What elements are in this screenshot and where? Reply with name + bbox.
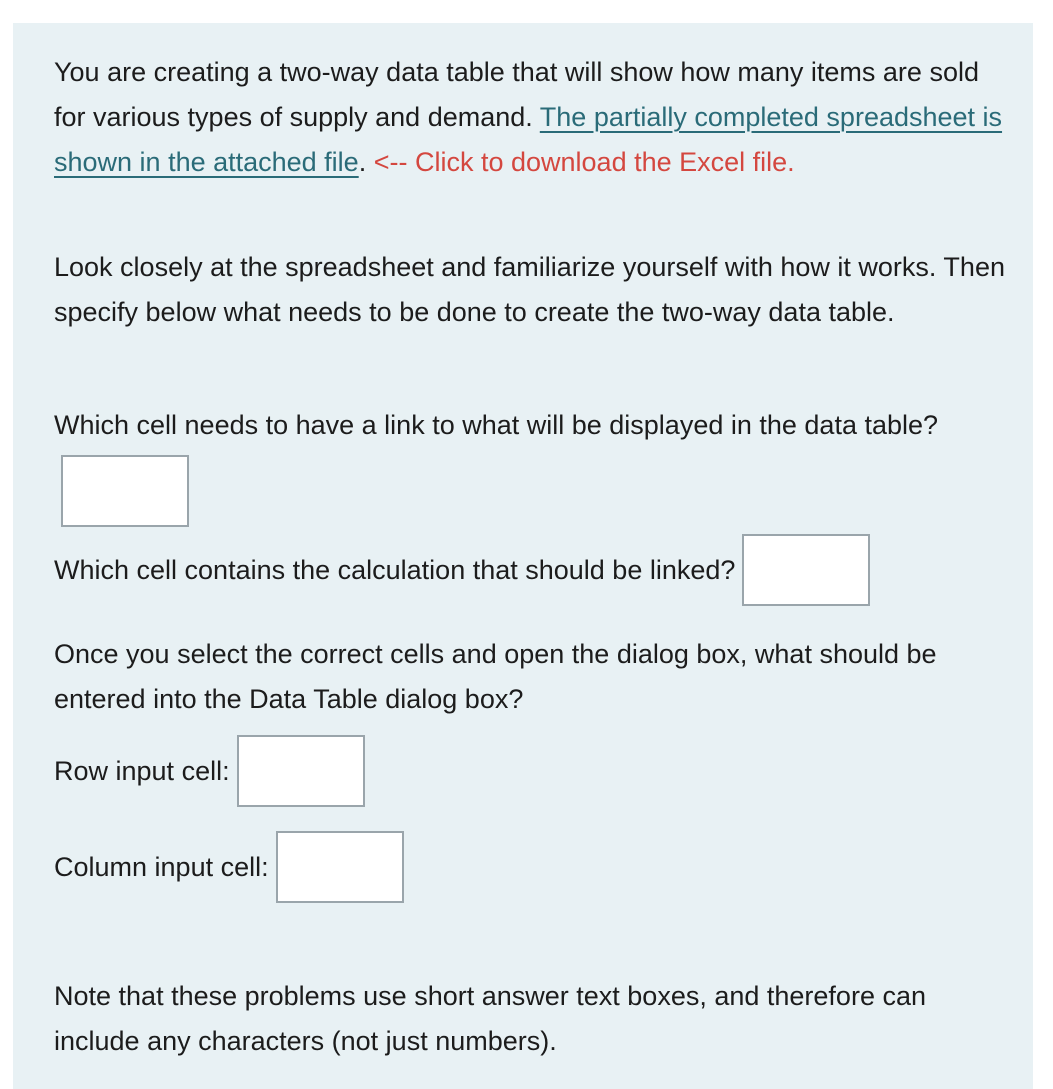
question-calculation-cell — [54, 534, 870, 606]
download-note[interactable]: <-- Click to download the Excel file. — [366, 147, 795, 177]
row-input-answer-input[interactable] — [239, 737, 363, 805]
link-cell-answer-input[interactable] — [63, 457, 187, 525]
calculation-cell-answer-box[interactable] — [742, 534, 870, 606]
intro-text: You are creating a two-way data table that will show how many items are sold for various types of supply and demand. — [54, 57, 979, 132]
spreadsheet-file-link[interactable]: The partially completed spreadsheet is shown in the attached file — [54, 102, 1003, 177]
question-link-cell — [54, 395, 1014, 527]
intro-paragraph — [54, 50, 1014, 185]
link-cell-answer-box[interactable] — [61, 455, 189, 527]
column-input-answer-box[interactable] — [276, 831, 404, 903]
row-input-label: Row input cell: — [54, 755, 230, 786]
column-input-answer-input[interactable] — [278, 833, 402, 901]
footer-note: Note that these problems use short answer text boxes, and therefore can include any characters (not just numbers). — [54, 981, 926, 1056]
dialog-question: Once you select the correct cells and open the dialog box, what should be entered into the Data Table dialog box? — [54, 639, 937, 714]
question-panel — [13, 23, 1033, 1089]
column-input-label: Column input cell: — [54, 851, 269, 882]
intro-period: . — [358, 147, 367, 177]
row-input-answer-box[interactable] — [237, 735, 365, 807]
instructions-paragraph: Look closely at the spreadsheet and familiarize yourself with how it works. Then specify below what needs to be done to create the two-way data table. — [54, 252, 1005, 327]
row-input-question — [54, 735, 365, 807]
question-link-cell-label: Which cell needs to have a link to what will be displayed in the data table? — [54, 410, 939, 440]
column-input-question — [54, 831, 404, 903]
calculation-cell-answer-input[interactable] — [744, 536, 868, 604]
question-calculation-cell-label: Which cell contains the calculation that should be linked? — [54, 554, 736, 585]
